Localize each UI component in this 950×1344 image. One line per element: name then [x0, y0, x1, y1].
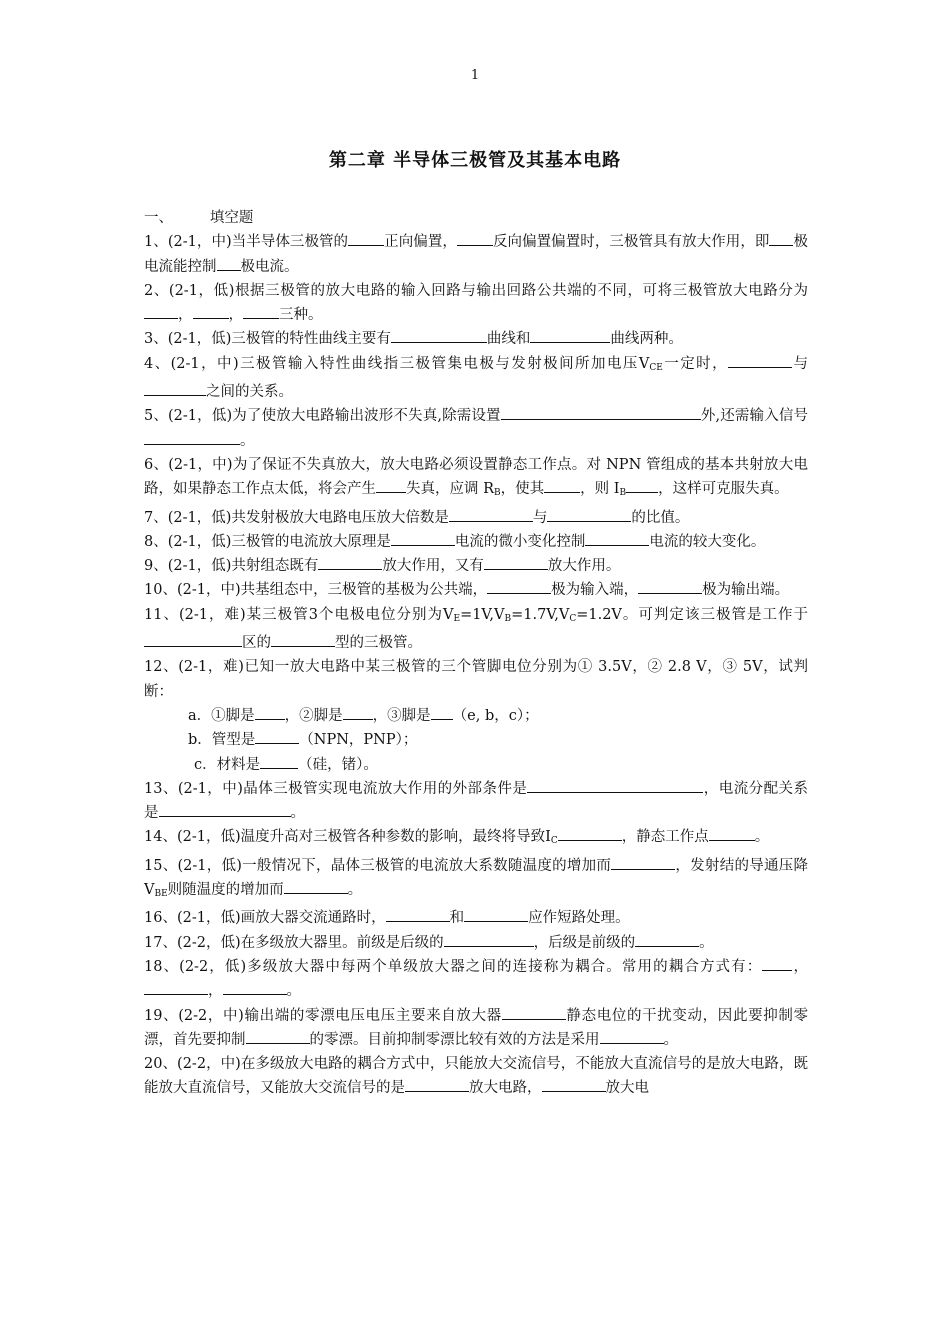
fill-blank[interactable]: [728, 353, 792, 368]
fill-blank[interactable]: [487, 579, 551, 594]
fill-blank[interactable]: [431, 705, 453, 720]
fill-blank[interactable]: [391, 328, 487, 343]
question-18: 18、(2-2，低)多级放大器中每两个单级放大器之间的连接称为耦合。常用的耦合方式有： ，， 。: [144, 955, 808, 1004]
page-number: 1: [470, 68, 480, 83]
question-10: 10、(2-1，中)共基组态中，三极管的基极为公共端， 极为输入端， 极为输出端。: [144, 578, 808, 602]
fill-blank[interactable]: [585, 531, 649, 546]
fill-blank[interactable]: [376, 478, 406, 493]
fill-blank[interactable]: [501, 405, 701, 420]
fill-blank[interactable]: [544, 478, 580, 493]
fill-blank[interactable]: [271, 632, 335, 647]
question-14: 14、(2-1，低)温度升高对三极管各种参数的影响，最终将导致$I_C$ ，静态工作点 。: [144, 825, 808, 853]
fill-blank[interactable]: [449, 507, 533, 522]
fill-blank[interactable]: [243, 304, 279, 319]
fill-blank[interactable]: [542, 1077, 606, 1092]
fill-blank[interactable]: [502, 1005, 566, 1020]
fill-blank[interactable]: [527, 778, 703, 793]
question-19: 19、(2-2，中)输出端的零漂电压电压主要来自放大器 静态电位的干扰变动，因此要抑制零漂，首先要抑制 的零漂。目前抑制零漂比较有效的方法是采用 。: [144, 1004, 808, 1053]
fill-blank[interactable]: [284, 879, 348, 894]
fill-blank[interactable]: [638, 579, 702, 594]
fill-blank[interactable]: [223, 980, 287, 995]
fill-blank[interactable]: [558, 826, 622, 841]
question-8: 8、(2-1，低)三极管的电流放大原理是 电流的微小变化控制 电流的较大变化。: [144, 530, 808, 554]
fill-blank[interactable]: [144, 430, 240, 445]
question-11: 11、(2-1，难)某三极管3个电极电位分别为$V_E=1V,V_B=1.7V,V_C=1.2V$。可判定该三极管是工作于区的 型的三极管。: [144, 606, 809, 652]
question-9: 9、(2-1，低)共射组态既有 放大作用，又有 放大作用。: [144, 554, 808, 578]
question-7: 7、(2-1，低)共发射极放大电路电压放大倍数是 与 的比值。: [144, 506, 808, 530]
section-heading: 一、 填空题: [144, 210, 254, 226]
fill-blank[interactable]: [464, 907, 528, 922]
question-3: 3、(2-1，低)三极管的特性曲线主要有 曲线和 曲线两种。: [144, 327, 808, 351]
question-15: 15、(2-1，低)一般情况下，晶体三极管的电流放大系数随温度的增加而 ，发射结的导通压降$V_{BE}$则随温度的增加而 。: [144, 854, 808, 907]
question-1: 1、(2-1，中)当半导体三极管的 正向偏置， 反向偏置偏置时，三极管具有放大作用，即 极电流能控制 极电流。: [144, 230, 808, 279]
question-5: 5、(2-1，低)为了使放大电路输出波形不失真,除需设置 外,还需输入信号。: [144, 404, 808, 453]
fill-blank[interactable]: [318, 555, 382, 570]
question-13: 13、(2-1，中)晶体三极管实现电流放大作用的外部条件是 ，电流分配关系是 。: [144, 777, 808, 826]
fill-blank[interactable]: [762, 956, 792, 971]
fill-blank[interactable]: [769, 231, 793, 246]
fill-blank[interactable]: [444, 932, 534, 947]
fill-blank[interactable]: [626, 478, 658, 493]
fill-blank[interactable]: [246, 1029, 310, 1044]
question-12-part-b: b．管型是 （NPN，PNP）；: [144, 728, 808, 752]
fill-blank[interactable]: [600, 1029, 664, 1044]
question-20: 20、(2-2，中)在多级放大电路的耦合方式中，只能放大交流信号，不能放大直流信号的是放大电路，既能放大直流信号，又能放大交流信号的是 放大电路， 放大电: [144, 1056, 808, 1097]
fill-blank[interactable]: [348, 231, 384, 246]
fill-blank[interactable]: [405, 1077, 469, 1092]
question-12-part-a: a．①脚是 ，②脚是 ，③脚是 （e, b，c）；: [144, 704, 808, 728]
question-6: 6、(2-1，中)为了保证不失真放大，放大电路必须设置静态工作点。对 NPN 管组成的基本共射放大电路，如果静态工作点太低，将会产生 失真，应调 $R_B$，使其 ，则 $I_B$ ，这样可克服失真。: [144, 456, 808, 499]
fill-blank[interactable]: [255, 729, 299, 744]
fill-blank[interactable]: [530, 328, 610, 343]
question-2: 2、(2-1，低)根据三极管的放大电路的输入回路与输出回路公共端的不同，可将三极管放大电路分为， ， 三种。: [144, 282, 808, 324]
fill-blank[interactable]: [391, 531, 455, 546]
fill-blank[interactable]: [611, 855, 675, 870]
fill-blank[interactable]: [457, 231, 493, 246]
fill-blank[interactable]: [144, 980, 208, 995]
question-4: 4、(2-1，中)三极管输入特性曲线指三极管集电极与发射极间所加电压$V_{CE}$一定时， 与之间的关系。: [144, 352, 808, 405]
fill-blank[interactable]: [260, 754, 298, 769]
question-12-part-c: c．材料是 （硅，锗）。: [144, 753, 808, 777]
fill-blank[interactable]: [709, 826, 755, 841]
fill-blank[interactable]: [343, 705, 373, 720]
fill-blank[interactable]: [217, 256, 241, 271]
fill-blank[interactable]: [635, 932, 699, 947]
fill-blank[interactable]: [484, 555, 548, 570]
question-17: 17、(2-2，低)在多级放大器里。前级是后级的 ，后级是前级的 。: [144, 931, 808, 955]
fill-blank[interactable]: [144, 381, 206, 396]
question-16: 16、(2-1，低)画放大器交流通路时， 和 应作短路处理。: [144, 906, 808, 930]
fill-blank[interactable]: [386, 907, 450, 922]
fill-blank[interactable]: [144, 632, 242, 647]
question-12: 12、(2-1，难)已知一放大电路中某三极管的三个管脚电位分别为① 3.5V，② 2.8 V，③ 5V，试判断：: [144, 659, 808, 700]
fill-blank[interactable]: [159, 802, 291, 817]
chapter-title: 第二章 半导体三极管及其基本电路: [328, 150, 622, 171]
document-body: [144, 206, 808, 1101]
fill-blank[interactable]: [144, 304, 178, 319]
fill-blank[interactable]: [255, 705, 285, 720]
fill-blank[interactable]: [193, 304, 229, 319]
fill-blank[interactable]: [547, 507, 631, 522]
